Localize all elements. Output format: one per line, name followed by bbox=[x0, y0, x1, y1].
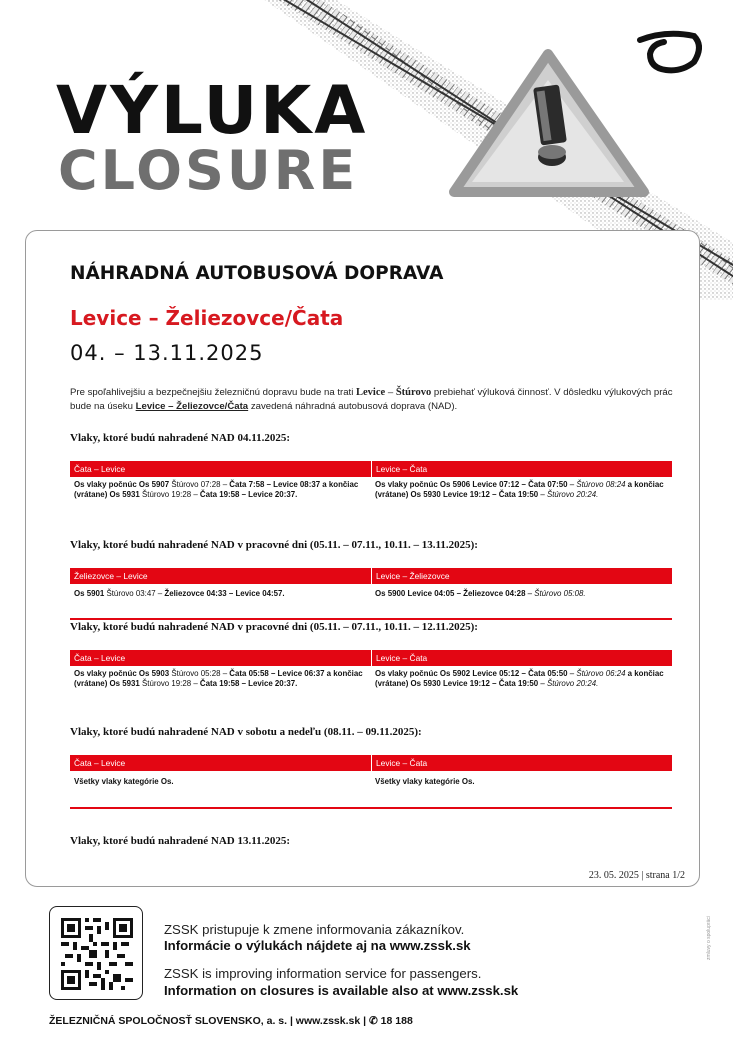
qr-code-icon bbox=[49, 906, 143, 1000]
table-cell: Os vlaky počnúc Os 5903 Štúrovo 05:28 – Čata 05:58 – Levice 06:37 a končiac (vrátane) Os 5931 Štúrovo 19:28 – Čata 19:58 – Levice 20:37. bbox=[74, 669, 363, 688]
schedule-table bbox=[70, 650, 672, 709]
section-title: Vlaky, ktoré budú nahradené NAD v pracovné dni (05.11. – 07.11., 10.11. – 12.11.2025): bbox=[70, 621, 478, 633]
schedule-table bbox=[70, 755, 672, 809]
section-title: Vlaky, ktoré budú nahradené NAD v pracovné dni (05.11. – 07.11., 10.11. – 13.11.2025): bbox=[70, 539, 478, 551]
table-cell: Os vlaky počnúc Os 5906 Levice 07:12 – Čata 07:50 – Štúrovo 08:24 a končiac (vrátane) Os 5930 Levice 19:12 – Čata 19:50 – Štúrovo 20:24. bbox=[375, 480, 664, 499]
table-cell: Os 5901 Štúrovo 03:47 – Želiezovce 04:33 – Levice 04:57. bbox=[74, 589, 285, 598]
column-header: Levice – Čata bbox=[371, 650, 672, 666]
column-header: Želiezovce – Levice bbox=[74, 571, 148, 581]
footer-en-line2: Information on closures is available also at www.zssk.sk bbox=[164, 983, 519, 998]
section-title: Vlaky, ktoré budú nahradené NAD 13.11.2025: bbox=[70, 835, 291, 847]
page-date: 23. 05. 2025 | strana 1/2 bbox=[588, 870, 685, 881]
side-note: zmluvy o spolupráci bbox=[706, 916, 712, 960]
column-header: Levice – Čata bbox=[371, 461, 672, 477]
column-header: Levice – Čata bbox=[371, 755, 672, 771]
footer-sk-line2: Informácie o výlukách nájdete aj na www.zssk.sk bbox=[164, 938, 471, 953]
company-line: ŽELEZNIČNÁ SPOLOČNOSŤ SLOVENSKO, a. s. | www.zssk.sk | ✆ 18 188 bbox=[49, 1015, 413, 1027]
table-cell: Os vlaky počnúc Os 5907 Štúrovo 07:28 – Čata 7:58 – Levice 08:37 a končiac (vrátane) Os 5931 Štúrovo 19:28 – Čata 19:58 – Levice 20:37. bbox=[74, 480, 359, 499]
intro-paragraph: Pre spoľahlivejšiu a bezpečnejšiu železničnú dopravu bude na trati Levice – Štúrovo prebiehať výluková činnosť. V dôsledku výlukových prác bude na úseku Levice – Želiezovce/Čata zavedená náhradná autobusová doprava (NAD). bbox=[70, 387, 673, 412]
column-header: Čata – Levice bbox=[74, 653, 126, 663]
notice-route: Levice – Želiezovce/Čata bbox=[70, 306, 344, 330]
zssk-logo-icon bbox=[630, 26, 702, 74]
notice-heading: NÁHRADNÁ AUTOBUSOVÁ DOPRAVA bbox=[70, 263, 444, 284]
table-cell: Os 5900 Levice 04:05 – Želiezovce 04:28 – Štúrovo 05:08. bbox=[375, 589, 586, 598]
schedule-table bbox=[70, 461, 672, 520]
notice-dates: 04. – 13.11.2025 bbox=[70, 341, 264, 365]
schedule-table bbox=[70, 568, 672, 620]
column-header: Čata – Levice bbox=[74, 758, 126, 768]
table-cell: Os vlaky počnúc Os 5902 Levice 05:12 – Čata 05:50 – Štúrovo 06:24 a končiac (vrátane) Os 5930 Levice 19:12 – Čata 19:50 – Štúrovo 20:24. bbox=[375, 669, 664, 688]
column-header: Levice – Želiezovce bbox=[371, 568, 672, 584]
column-header: Čata – Levice bbox=[74, 464, 126, 474]
footer-sk-line1: ZSSK pristupuje k zmene informovania zákazníkov. bbox=[164, 922, 465, 937]
table-cell: Všetky vlaky kategórie Os. bbox=[74, 777, 174, 786]
section-title: Vlaky, ktoré budú nahradené NAD 04.11.2025: bbox=[70, 432, 291, 444]
section-title: Vlaky, ktoré budú nahradené NAD v sobotu a nedeľu (08.11. – 09.11.2025): bbox=[70, 726, 422, 738]
footer-en-line1: ZSSK is improving information service for passengers. bbox=[164, 966, 482, 981]
title-vyluka: VÝLUKA bbox=[56, 72, 369, 149]
table-cell: Všetky vlaky kategórie Os. bbox=[375, 777, 475, 786]
title-closure: CLOSURE bbox=[58, 139, 359, 202]
intro-section-link: Levice – Želiezovce/Čata bbox=[135, 401, 249, 412]
